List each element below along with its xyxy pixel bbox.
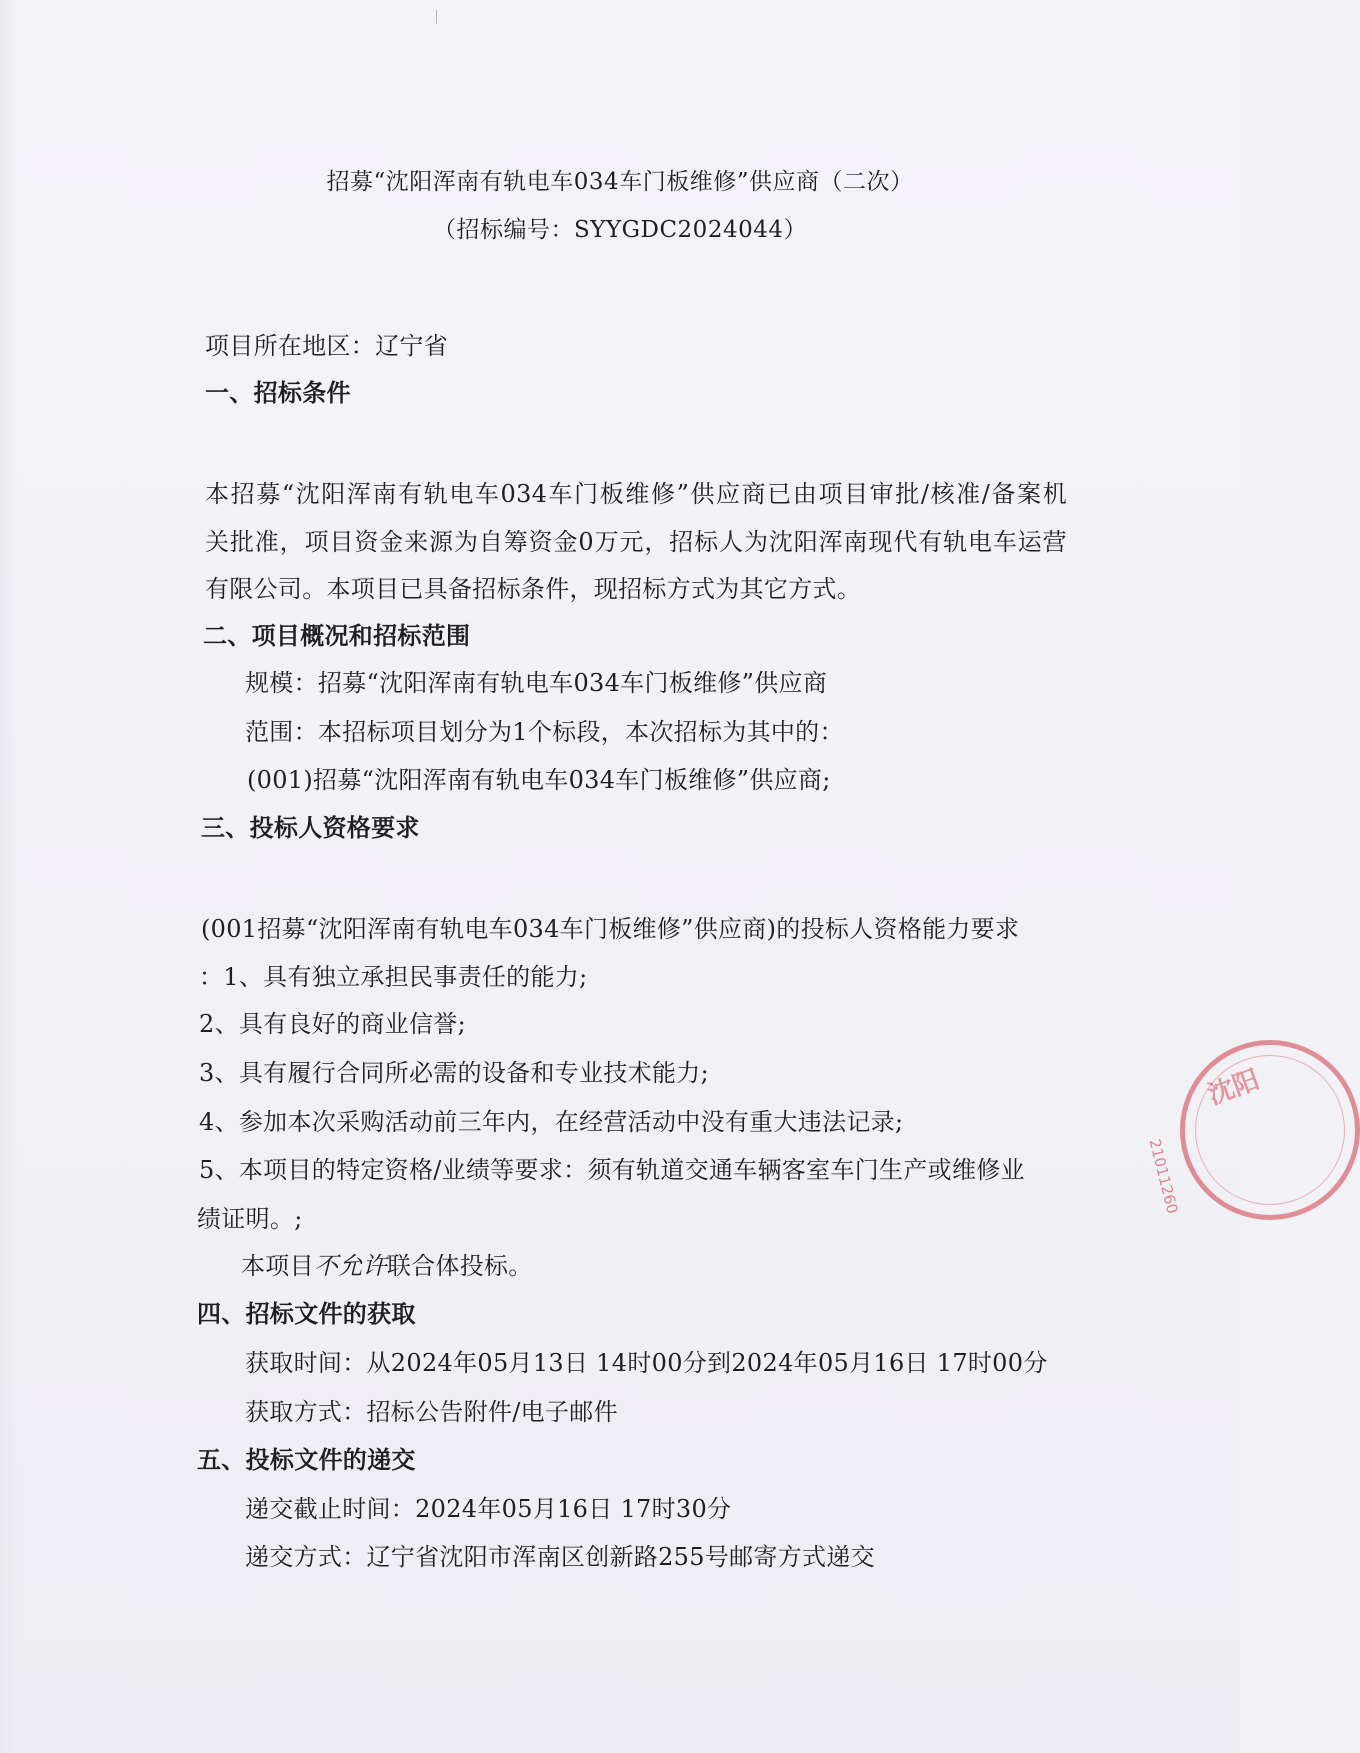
qualification-intro: (001招募“沈阳浑南有轨电车034车门板维修”供应商)的投标人资格能力要求 <box>201 915 1020 943</box>
official-seal-number: 21011260 <box>1145 1137 1182 1216</box>
requirement-5: 5、本项目的特定资格/业绩等要求：须有轨道交通车辆客室车门生产或维修业 <box>199 1156 1025 1184</box>
submission-deadline: 递交截止时间：2024年05月16日 17时30分 <box>245 1495 732 1523</box>
section-2-heading: 二、项目概况和招标范围 <box>203 622 471 650</box>
requirement-3: 3、具有履行合同所必需的设备和专业技术能力; <box>199 1059 709 1087</box>
tender-number: （招标编号：SYYGDC2024044） <box>433 217 807 243</box>
consortium-note <box>241 1246 533 1281</box>
official-seal-characters: 沈阳 <box>1204 1064 1264 1111</box>
section-5-heading: 五、投标文件的递交 <box>197 1446 416 1474</box>
project-region: 项目所在地区：辽宁省 <box>205 332 448 360</box>
consortium-note-suffix: 联合体投标。 <box>386 1252 533 1280</box>
project-scope: 范围：本招标项目划分为1个标段，本次招标为其中的： <box>245 718 844 746</box>
acquisition-method: 获取方式：招标公告附件/电子邮件 <box>245 1398 618 1426</box>
document-title: 招募“沈阳浑南有轨电车034车门板维修”供应商（二次） <box>326 169 914 195</box>
project-scale: 规模：招募“沈阳浑南有轨电车034车门板维修”供应商 <box>245 669 828 697</box>
submission-method: 递交方式：辽宁省沈阳市浑南区创新路255号邮寄方式递交 <box>245 1543 875 1571</box>
consortium-note-emphasis: 不允许 <box>313 1252 387 1280</box>
section-1-paragraph-line-1: 本招募“沈阳浑南有轨电车034车门板维修”供应商已由项目审批/核准/备案机 <box>205 480 1067 508</box>
section-1-paragraph-line-2: 关批准，项目资金来源为自筹资金0万元，招标人为沈阳浑南现代有轨电车运营 <box>205 528 1067 556</box>
official-seal-stamp <box>1145 1040 1360 1220</box>
project-lot: (001)招募“沈阳浑南有轨电车034车门板维修”供应商; <box>247 766 831 794</box>
acquisition-time: 获取时间：从2024年05月13日 14时00分到2024年05月16日 17时00分 <box>245 1349 1048 1377</box>
scan-mark <box>436 10 437 24</box>
section-3-heading: 三、投标人资格要求 <box>201 814 420 842</box>
section-1-heading: 一、招标条件 <box>205 379 351 407</box>
requirement-1: ：1、具有独立承担民事责任的能力; <box>199 963 588 991</box>
requirement-5-continued: 绩证明。; <box>197 1205 303 1233</box>
requirement-2: 2、具有良好的商业信誉; <box>199 1010 466 1038</box>
scan-edge-shadow <box>0 0 18 1753</box>
requirement-4: 4、参加本次采购活动前三年内，在经营活动中没有重大违法记录; <box>199 1108 904 1136</box>
section-1-paragraph-line-3: 有限公司。本项目已具备招标条件，现招标方式为其它方式。 <box>205 575 862 603</box>
section-4-heading: 四、招标文件的获取 <box>197 1300 416 1328</box>
consortium-note-prefix: 本项目 <box>241 1252 314 1280</box>
